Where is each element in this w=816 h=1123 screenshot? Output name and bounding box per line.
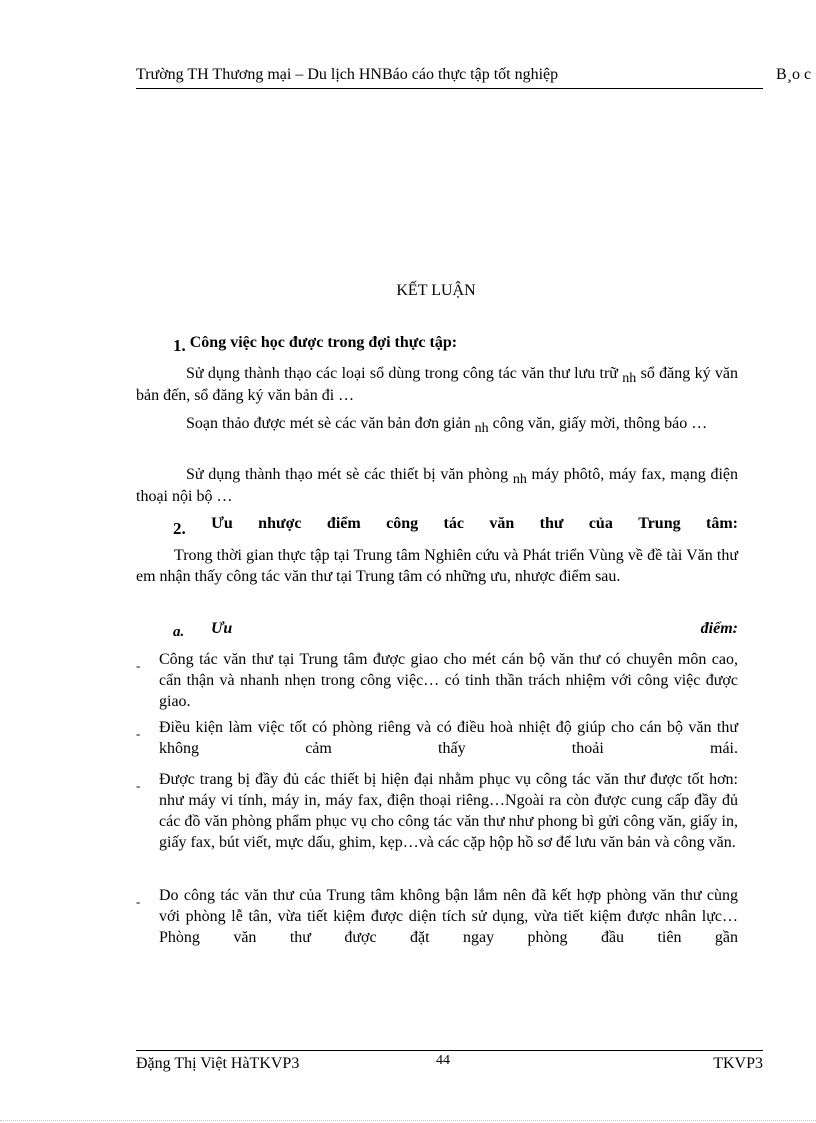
paragraph-text: công văn, giấy mời, thông báo … bbox=[488, 415, 708, 432]
subsection-a-word2: điểm: bbox=[700, 620, 738, 637]
bullet-dash: - bbox=[136, 658, 141, 673]
header-rule bbox=[136, 88, 763, 89]
page-footer bbox=[136, 1055, 763, 1077]
paragraph-text: máy phôtô, máy fax, mạng điện thoại nội bộ … bbox=[136, 466, 739, 505]
section-1-paragraph-1 bbox=[136, 363, 738, 406]
paragraph-subscript: nh bbox=[512, 472, 527, 487]
bullet-text: Được trang bị đầy đủ các thiết bị hiện đại nhằm phục vụ công tác văn thư được tốt hơn: như máy vi tính, máy in, máy fax, điện thoại riêng…Ngoài ra còn được cung cấp đầy đủ các đồ văn phòng phẩm phục vụ cho công tác văn thư như phong bì gửi công văn, giấy in, giấy fax, bút viết, mực dấu, ghim, kẹp…và các cặp hộp hồ sơ để lưu văn bản và công văn. bbox=[159, 771, 738, 851]
page-number: 44 bbox=[436, 1053, 450, 1068]
section-2-title-word: tâm: bbox=[706, 515, 738, 532]
paragraph-text: Sử dụng thành thạo các loại sổ dùng trong công tác văn thư lưu trữ bbox=[186, 365, 618, 382]
section-2-title-word: thư bbox=[539, 515, 564, 532]
bullet-text: Do công tác văn thư của Trung tâm không bận lắm nên đã kết hợp phòng văn thư cùng với phòng lễ tân, vừa tiết kiệm được diện tích sử dụng, vừa tiết kiệm được nhân lực…Phòng văn thư được đặt ngay phòng đầu tiên gần bbox=[159, 887, 738, 946]
paragraph-subscript: nh bbox=[474, 421, 489, 436]
subsection-a-letter: a. bbox=[173, 624, 185, 640]
bullet-text: Công tác văn thư tại Trung tâm được giao cho mét cán bộ văn thư có chuyên môn cao, cẩn thận và nhanh nhẹn trong công việc… có tinh thần trách nhiệm với công việc được giao. bbox=[159, 651, 738, 710]
page-header bbox=[136, 66, 816, 90]
footer-code: TKVP3 bbox=[713, 1055, 763, 1072]
section-1-paragraph-2 bbox=[136, 413, 738, 435]
section-1-number: 1. bbox=[173, 336, 186, 355]
section-1-paragraph-3 bbox=[136, 464, 738, 507]
section-1-title: Công việc học được trong đợi thực tập: bbox=[189, 334, 458, 351]
header-overflow-text: B¸o c bbox=[776, 66, 812, 83]
section-2-title-word: của bbox=[588, 515, 613, 532]
section-2-title-word: văn bbox=[489, 515, 515, 532]
section-2-title-word: nhược bbox=[258, 515, 302, 532]
section-2-title-word: tác bbox=[443, 515, 464, 532]
section-1-heading bbox=[173, 332, 458, 355]
section-2-number: 2. bbox=[173, 519, 186, 538]
header-title: Trường TH Thương mại – Du lịch HNBáo cáo thực tập tốt nghiệp bbox=[136, 66, 559, 83]
section-2-title-word: Trung bbox=[638, 515, 681, 532]
subsection-a-word1: Ưu bbox=[211, 620, 233, 637]
paragraph-text: Sử dụng thành thạo mét sè các thiết bị văn phòng bbox=[186, 466, 513, 483]
page-bottom-divider bbox=[0, 1120, 816, 1121]
page-heading: KẾT LUẬN bbox=[396, 282, 476, 299]
section-2-title-word: công bbox=[386, 515, 419, 532]
bullet-dash: - bbox=[136, 778, 141, 793]
paragraph-text: Soạn thảo được mét sè các văn bản đơn giản bbox=[186, 415, 475, 432]
section-2-intro: Trong thời gian thực tập tại Trung tâm Nghiên cứu và Phát triển Vùng về đề tài Văn thư em nhận thấy công tác văn thư tại Trung tâm có những ưu, nhược điểm sau. bbox=[136, 547, 738, 585]
bullet-text: Điều kiện làm việc tốt có phòng riêng và có điều hoà nhiệt độ giúp cho cán bộ văn thư không cảm thấy thoải mái. bbox=[159, 719, 738, 757]
bullet-dash: - bbox=[136, 894, 141, 909]
bullet-dash: - bbox=[136, 726, 141, 741]
section-2-title-word: Ưu bbox=[211, 515, 233, 532]
footer-author: Đặng Thị Việt HàTKVP3 bbox=[136, 1055, 300, 1072]
paragraph-text: sổ đăng ký văn bản đến, sổ đăng ký văn bản đi … bbox=[136, 365, 739, 404]
footer-rule bbox=[136, 1050, 763, 1051]
section-2-title-word: điểm bbox=[326, 515, 361, 532]
section-2-heading bbox=[173, 515, 738, 538]
paragraph-subscript: nh bbox=[622, 371, 637, 386]
